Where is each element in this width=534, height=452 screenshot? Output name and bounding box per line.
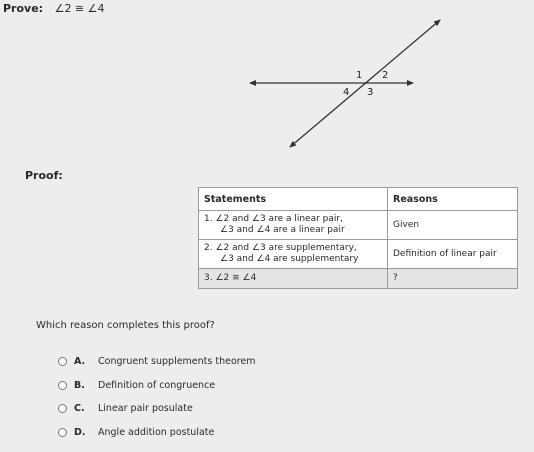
angle-label-2: 2 [382,70,389,81]
prove-label: Prove: [3,2,44,15]
angle-label-1: 1 [356,70,363,81]
statements-header: Statements [199,188,388,211]
proof-row [199,269,518,289]
statement-line: ∠3 and ∠4 are supplementary [220,254,359,264]
angle-diagram [0,0,534,160]
choice-d[interactable] [58,421,256,445]
statement-cell: 3. ∠2 ≅ ∠4 [199,269,388,289]
question-text: Which reason completes this proof? [36,320,215,331]
choice-a[interactable] [58,350,256,374]
choice-text: Definition of congruence [98,379,216,391]
statement-line: 2. ∠2 and ∠3 are supplementary, [204,243,357,253]
radio-button[interactable] [58,357,67,366]
choice-text: Congruent supplements theorem [98,356,256,368]
reasons-header: Reasons [388,188,518,211]
radio-button[interactable] [58,381,67,390]
radio-button[interactable] [58,428,67,437]
proof-table [198,187,518,289]
choice-b[interactable] [58,374,256,398]
proof-title: Proof: [25,169,63,182]
statement-line: ∠3 and ∠4 are a linear pair [220,225,345,235]
choice-letter: B. [74,379,85,391]
answer-choices [58,350,256,444]
reason-cell: Definition of linear pair [388,240,518,269]
angle-label-4: 4 [343,87,350,98]
choice-letter: A. [74,356,86,368]
angle-label-3: 3 [367,87,374,98]
choice-text: Linear pair posulate [98,403,193,415]
statement-cell [199,240,388,269]
choice-letter: D. [74,426,86,438]
statement-line: 1. ∠2 and ∠3 are a linear pair, [204,214,343,224]
choice-text: Angle addition postulate [98,426,215,438]
reason-cell: Given [388,211,518,240]
radio-button[interactable] [58,404,67,413]
statement-cell [199,211,388,240]
prove-goal: ∠2 ≅ ∠4 [54,2,105,15]
proof-row [199,211,518,240]
choice-c[interactable] [58,397,256,421]
choice-letter: C. [74,403,85,415]
proof-row [199,240,518,269]
reason-cell-unknown: ? [388,269,518,289]
proof-header-row [199,188,518,211]
